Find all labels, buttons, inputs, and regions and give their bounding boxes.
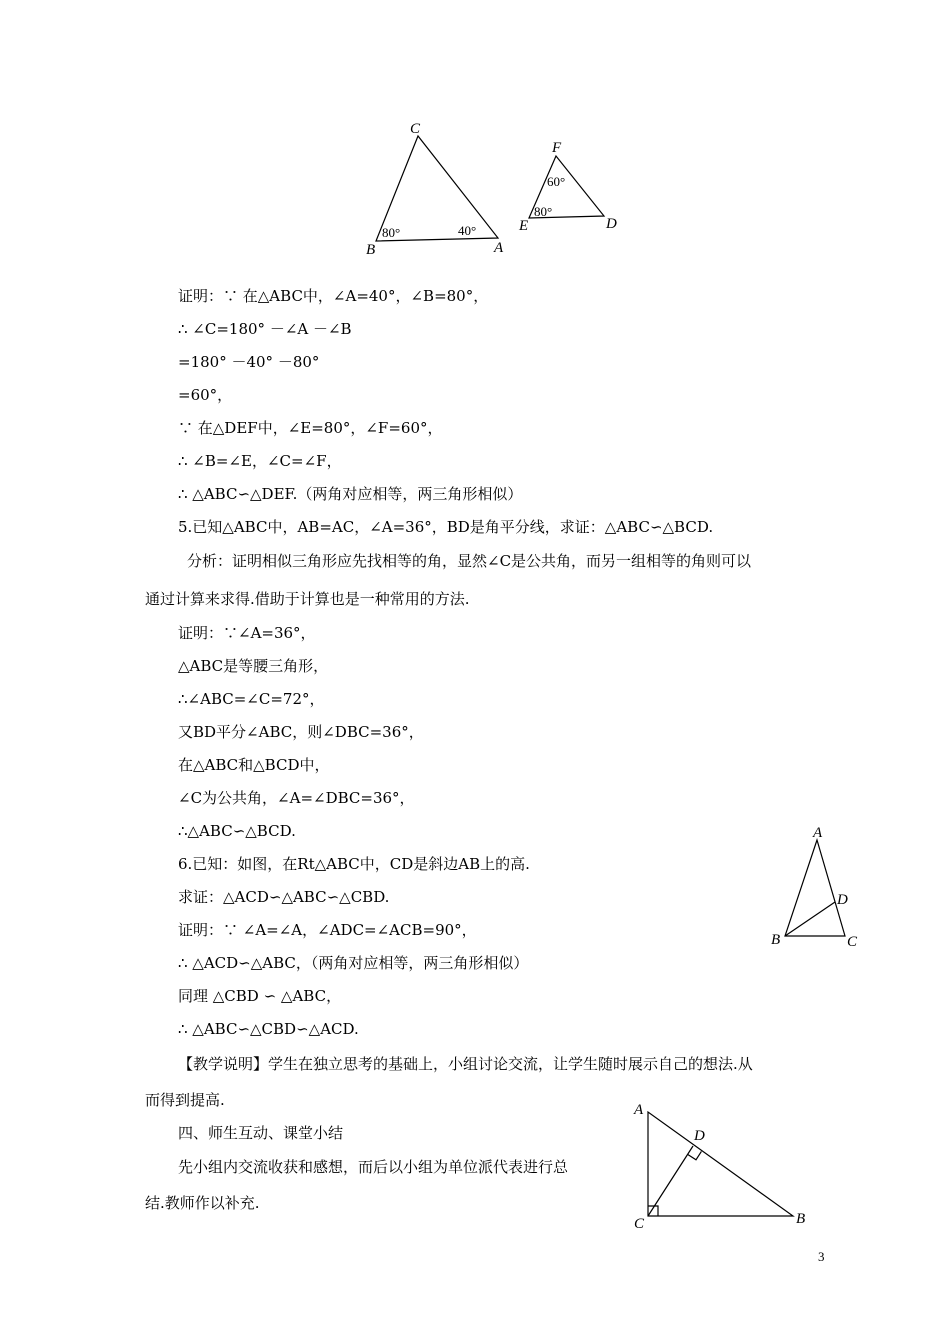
text-line-13: ∴∠ABC=∠C=72°， — [178, 690, 325, 708]
text-line-1: 证明：∵ 在△ABC中，∠A=40°，∠B=80°， — [178, 287, 489, 305]
text-line-7: ∴ △ABC∽△DEF.（两角对应相等，两三角形相似） — [178, 485, 523, 503]
text-line-14: 又BD平分∠ABC，则∠DBC=36°， — [178, 723, 424, 741]
text-line-23: ∴ △ABC∽△CBD∽△ACD. — [178, 1020, 359, 1038]
vertex-label-a: A — [634, 1102, 644, 1118]
text-line-21: ∴ △ACD∽△ABC，（两角对应相等，两三角形相似） — [178, 954, 529, 972]
angle-label-f: 60° — [547, 174, 566, 189]
text-line-12: △ABC是等腰三角形， — [178, 657, 329, 675]
teaching-note-line-1: 【教学说明】学生在独立思考的基础上，小组讨论交流，让学生随时展示自己的想法.从 — [178, 1055, 753, 1073]
vertex-label-d: D — [606, 216, 617, 232]
text-line-6: ∴ ∠B=∠E，∠C=∠F， — [178, 452, 342, 470]
summary-line-2: 结.教师作以补充. — [145, 1194, 260, 1212]
vertex-label-b: B — [771, 932, 781, 948]
angle-label-a: 40° — [458, 223, 477, 238]
text-line-20: 证明：∵ ∠A=∠A，∠ADC=∠ACB=90°， — [178, 921, 477, 939]
similar-triangles-figure — [360, 118, 630, 258]
angle-label-b: 80° — [382, 225, 401, 240]
vertex-label-c: C — [634, 1216, 645, 1232]
vertex-label-c: C — [410, 121, 421, 137]
problem-6-statement: 6.已知：如图，在Rt△ABC中，CD是斜边AB上的高. — [178, 855, 530, 873]
section-heading: 四、师生互动、课堂小结 — [178, 1124, 344, 1142]
vertex-label-d: D — [837, 892, 848, 908]
vertex-label-b: B — [796, 1211, 806, 1227]
text-line-5: ∵ 在△DEF中，∠E=80°，∠F=60°， — [178, 419, 443, 437]
page-number: 3 — [818, 1249, 825, 1264]
analysis-line-1: 分析：证明相似三角形应先找相等的角，显然∠C是公共角，而另一组相等的角则可以 — [187, 552, 752, 570]
problem-5-statement: 5.已知△ABC中，AB=AC，∠A=36°，BD是角平分线，求证：△ABC∽△BCD. — [178, 518, 714, 536]
vertex-label-a: A — [813, 826, 823, 841]
teaching-note-line-2: 而得到提高. — [145, 1091, 225, 1109]
vertex-label-e: E — [519, 218, 529, 234]
vertex-label-d: D — [694, 1128, 705, 1144]
text-line-16: ∠C为公共角，∠A=∠DBC=36°， — [178, 789, 415, 807]
triangle-abc-isosceles — [785, 840, 845, 936]
text-line-4: =60°， — [178, 386, 233, 404]
vertex-label-f: F — [552, 140, 562, 156]
bisector-bd — [785, 902, 835, 936]
right-angle-mark-d — [688, 1151, 702, 1159]
text-line-2: ∴ ∠C=180° －∠A －∠B — [178, 320, 352, 338]
text-line-15: 在△ABC和△BCD中， — [178, 756, 330, 774]
text-line-11: 证明：∵∠A=36°， — [178, 624, 316, 642]
angle-label-e: 80° — [534, 204, 553, 219]
right-triangle-figure — [628, 1100, 818, 1234]
triangle-abc-right — [648, 1112, 793, 1216]
text-line-17: ∴△ABC∽△BCD. — [178, 822, 296, 840]
analysis-line-2: 通过计算来求得.借助于计算也是一种常用的方法. — [145, 590, 470, 608]
isosceles-triangle-figure — [765, 826, 865, 952]
text-line-19: 求证：△ACD∽△ABC∽△CBD. — [178, 888, 390, 906]
vertex-label-a: A — [494, 240, 504, 256]
vertex-label-c: C — [847, 934, 858, 950]
text-line-3: =180° －40° －80° — [178, 353, 320, 371]
summary-line-1: 先小组内交流收获和感想，而后以小组为单位派代表进行总 — [178, 1158, 569, 1176]
vertex-label-b: B — [366, 242, 376, 258]
text-line-22: 同理 △CBD ∽ △ABC， — [178, 987, 342, 1005]
